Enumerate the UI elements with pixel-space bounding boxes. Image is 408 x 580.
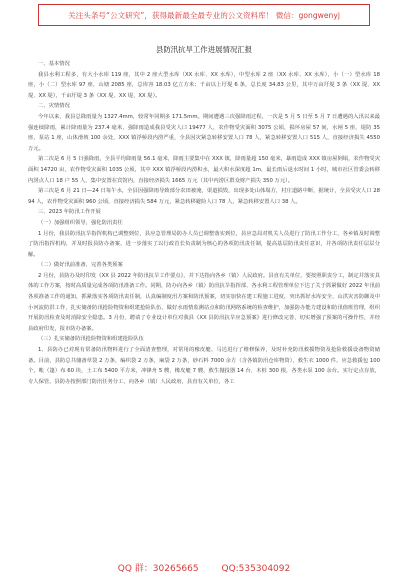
document-title: 县防汛抗旱工作进展情况汇报 <box>155 45 253 54</box>
paragraph: 第二次是 6 月 5 日强降雨，全县平均降雨量 56.1 毫米，降雨主要集中在 XXX 镇，降雨量超 150 毫米，暴雨造成 XXX 镇房屋倒塌，农作物受灾面积 14720 亩，农作物受灾面积 1035 公顷，其中 XXX 镇浮桥段内涝积水，最大积水深度超 1m，最长雨后退水时间 1 小时，城市社区管委会转移内涝点人口 18 户 55 人，集中安置在宾馆内，直接经济损失 1665 万元（其中内涝区群众财产损失 350 万元）。 <box>28 156 380 184</box>
footer-contact <box>0 561 408 574</box>
subsection-heading: （三）扎实储备防汛抢险物资和组建抢险队伍 <box>38 336 144 343</box>
paragraph: 第三次是 6 月 21 日—24 日每午水，全县因强降雨导致部分农田被淹，渠道损毁，出现多处山体塌方，村庄道路中断，据统计，全县受灾人口 2894 人，农作物受灾面积 960 公顷，直接经济损失 584 万元，紧急转移避险人口 78 人，紧急转移安置人口 38 人。 <box>28 188 380 205</box>
paragraph: 1 月份，我县防汛抗旱指挥机构已调整到位，县应急管理局防办人员已调整落实到位，县应急局对机关人员进行了防汛工作分工，各乡镇及时调整了防汛指挥机构，并及时报县防办备案，进一步落实了以行政首长负责制为核心的各项防汛责任制，提高基层防汛责任意识，并各项防汛责任层层分解。 <box>28 230 380 258</box>
paragraph: 1、县防办已对现有常备防汛物料进行了全面清查整理，对常用的橡皮艇、马达进行了维修保养，及时补充防汛救援物资及抢险救援设备物资储备。目前，县防总共储备草袋 2 万条，编织袋 2 万条，麻袋 2 万条，砂石料 7000 余方（含各镇防汛仓库物资），救生衣 1000 件，应急救援包 100 个，帐（篷）布 60 块，土工布 5400 平方米，冲锋舟 5 艘，橡皮艇 7 艘，救生抛投器 14 台，木桩 300 根，各类水泵 100 余台。实行定点存放，专人保管，县防办按照部门防汛任务分工，向各乡（镇）人民政府，县直有关单位，各工 <box>28 347 380 385</box>
subsection-heading: （二）做好汛前准备，完善各类预案 <box>38 262 123 269</box>
top-banner <box>38 4 370 26</box>
document-body <box>28 44 380 550</box>
footer-qq: QQ:535304092 <box>221 564 291 574</box>
footer-qq-group: QQ 群：30265665 <box>117 564 199 574</box>
subsection-heading: （一）加强组织领导，强化防汛责任 <box>38 219 123 226</box>
section-heading: 二、灾情情况 <box>38 103 70 110</box>
banner-text: 关注头条号“公文研究”，获得最新最全最专业的公文资料库！ 微信：gongwenyj <box>68 11 340 20</box>
paragraph: 今年以来，我县总降雨量为 1327.4mm，较常年同期多 171.5mm。期间遭遇三次强降雨过程，一次是 5 月 5 日至 5 月 7 日遭遇的入汛以来最强连续降雨，累计降雨量为 237.4 毫米，强降雨造成我县受灾人口 19477 人，农作物受灾面积 3075 公顷，损坏房屋 57 间，水闸 5 座，堤防 35 座，泵站 1 座，山体滑坡 100 余处，XXX 镇浮桥段内涝严重，全县因灾紧急转移安置人口 78 人，紧急转移安置人口 515 人，直接经济损失 4550 万元。 <box>28 113 380 152</box>
paragraph: 我县水利工程多，有大小水库 119 座，其中 2 座大型水库（XX 水库、XX 水库），中型水库 2 座（XX 水库、XX 水库），小（一）型水库 18 座，小（二）型水库 97 座，山塘 2085 座，总库容 18.03 亿立方米；千亩以上圩堤 6 条，总长度 34.83 公里，其中万亩圩堤 3 条（XX 堤、XX 堤、XX 堤），千亩圩堤 3 条（XX 堤、XX 堤、XX 堤）。 <box>28 71 380 99</box>
section-heading: 三、2023 年防汛工作开展 <box>38 209 101 216</box>
paragraph: 2 月份，县防办及时印发《XX 县 2022 年防汛抗旱工作要点》，并下达指向各乡（镇）人民政府。县直有关单位，要按照职责分工，制定并落实具体的工作方案，按时高质量完成各项防汛准备工作。同期，防办向各乡（镇）防汛抗旱指挥部、各水利工程管理单位下达了关于抓紧做好 2022 年汛前各项准备工作的通知，抓紧落实各项防汛责任制，认真编制度汛方案和防汛预案，切实加快在建工程施工进度，突出抓好水库安全、山洪灾害防御及中小河流防洪工作，扎实储备防汛抢险物资和组建抢险队伍，做好水雨情监测站点和防汛网络系统的检查维护，加强防办能力建设和防汛值班管理，组织开展防汛检查及时消除安全隐患。3 月份，聘请了专业设计单位对我县《XX 县防汛抗旱应急预案》进行修改完善，切实增强了预案的可操作性，并经县政府印发，报市防办备案。 <box>28 272 380 332</box>
section-heading: 一、基本情况 <box>38 61 70 67</box>
